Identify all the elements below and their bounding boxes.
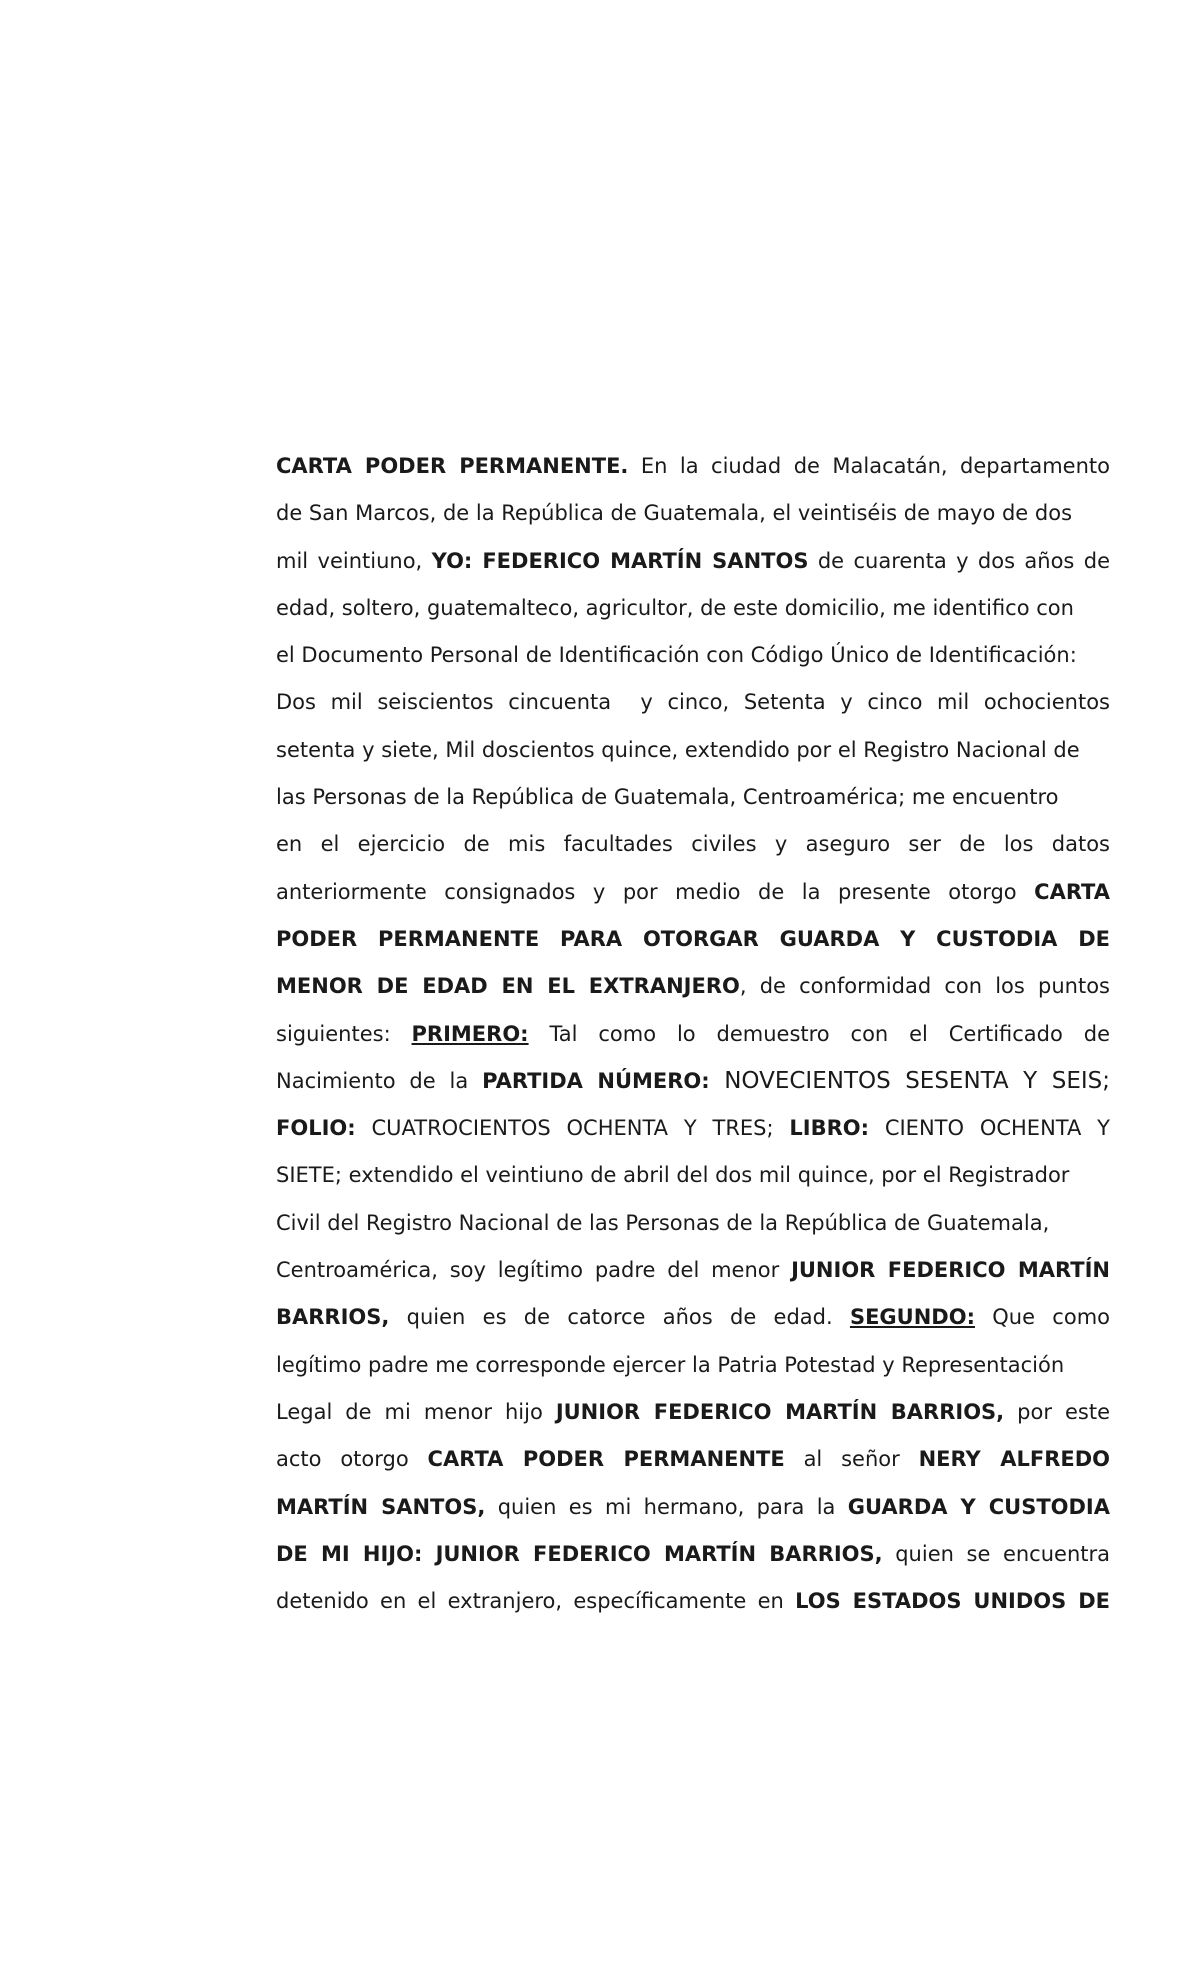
bold-text-segment: DE MI HIJO: JUNIOR FEDERICO MARTÍN BARRIOS, — [276, 1541, 883, 1566]
bold-text-segment: MARTÍN SANTOS, — [276, 1494, 486, 1519]
document-line — [276, 779, 1110, 826]
document-line — [276, 1489, 1110, 1536]
document-line — [276, 1063, 1110, 1110]
document-line — [276, 1157, 1110, 1204]
document-line — [276, 1441, 1110, 1488]
bold-text-segment: GUARDA Y CUSTODIA — [847, 1494, 1110, 1519]
bold-text-segment: FOLIO: — [276, 1116, 356, 1141]
text-segment: Dos mil seiscientos cincuenta y cinco, Setenta y cinco mil ochocientos — [276, 690, 1110, 715]
text-segment: al señor — [784, 1447, 919, 1472]
text-segment: SIETE; extendido el veintiuno de abril del dos mil quince, por el Registrador — [276, 1163, 1070, 1188]
text-segment: Legal de mi menor hijo — [276, 1399, 556, 1424]
text-segment: Centroamérica, soy legítimo padre del menor — [276, 1258, 792, 1283]
document-line — [276, 1299, 1110, 1346]
document-line — [276, 826, 1110, 873]
document-line — [276, 1252, 1110, 1299]
bold-text-segment: CARTA PODER PERMANENTE. — [276, 454, 629, 478]
text-segment: de San Marcos, de la República de Guatemala, el veintiséis de mayo de dos — [276, 501, 1073, 526]
bold-text-segment: LOS ESTADOS UNIDOS DE — [795, 1589, 1110, 1614]
bold-text-segment: NERY ALFREDO — [918, 1447, 1110, 1472]
bold-text-segment: LIBRO: — [789, 1116, 870, 1141]
text-segment: setenta y siete, Mil doscientos quince, extendido por el Registro Nacional de — [276, 737, 1080, 762]
text-segment: siguientes: — [276, 1021, 412, 1046]
bold-text-segment: YO: FEDERICO MARTÍN SANTOS — [431, 548, 809, 573]
text-segment: edad, soltero, guatemalteco, agricultor, de este domicilio, me identifico con — [276, 595, 1074, 620]
bold-text-segment: CARTA PODER PERMANENTE — [427, 1447, 785, 1472]
text-segment: quien se encuentra — [882, 1541, 1110, 1566]
document-line — [276, 543, 1110, 590]
bold-text-segment: SEGUNDO: — [849, 1305, 975, 1330]
document-line — [276, 1347, 1110, 1394]
text-segment: CUATROCIENTOS OCHENTA Y TRES; — [355, 1116, 790, 1141]
text-segment: por este — [1004, 1399, 1110, 1424]
document-line — [276, 448, 1110, 495]
document-line — [276, 874, 1110, 921]
document-body — [276, 448, 1110, 1630]
bold-text-segment: JUNIOR FEDERICO MARTÍN — [791, 1258, 1110, 1283]
bold-text-segment: PARTIDA NÚMERO: — [482, 1068, 710, 1093]
document-line — [276, 732, 1110, 779]
document-line — [276, 968, 1110, 1015]
text-segment: Tal como lo demuestro con el Certificado de — [528, 1021, 1110, 1046]
text-segment: detenido en el extranjero, específicamente en — [276, 1589, 796, 1614]
text-segment: el Documento Personal de Identificación con Código Único de Identificación: — [276, 643, 1077, 668]
document-line — [276, 637, 1110, 684]
text-segment: CIENTO OCHENTA Y — [869, 1116, 1110, 1141]
text-segment: Nacimiento de la — [276, 1068, 483, 1093]
text-segment: legítimo padre me corresponde ejercer la Patria Potestad y Representación — [276, 1352, 1065, 1377]
text-segment: acto otorgo — [276, 1447, 428, 1472]
text-segment: Que como — [974, 1305, 1110, 1330]
document-line — [276, 684, 1110, 731]
text-segment: en el ejercicio de mis facultades civiles y aseguro ser de los datos — [276, 832, 1110, 857]
document-line — [276, 590, 1110, 637]
text-segment: , de conformidad con los puntos — [739, 974, 1110, 999]
document-line — [276, 495, 1110, 542]
text-segment: mil veintiuno, — [276, 548, 432, 573]
bold-text-segment: JUNIOR FEDERICO MARTÍN BARRIOS, — [555, 1399, 1005, 1424]
bold-text-segment: PODER PERMANENTE PARA OTORGAR GUARDA Y CUSTODIA DE — [276, 926, 1110, 951]
bold-text-segment: CARTA — [1034, 879, 1110, 904]
bold-text-segment: MENOR DE EDAD EN EL EXTRANJERO — [276, 974, 740, 999]
text-segment: las Personas de la República de Guatemala, Centroamérica; me encuentro — [276, 785, 1059, 810]
document-line — [276, 1583, 1110, 1630]
text-segment: NOVECIENTOS SESENTA Y SEIS; — [709, 1067, 1110, 1094]
document-line — [276, 1205, 1110, 1252]
document-line — [276, 1536, 1110, 1583]
text-segment: En la ciudad de Malacatán, departamento — [628, 454, 1110, 478]
text-segment: quien es mi hermano, para la — [485, 1494, 848, 1519]
document-line — [276, 1394, 1110, 1441]
text-segment: Civil del Registro Nacional de las Personas de la República de Guatemala, — [276, 1210, 1050, 1235]
document-line — [276, 1016, 1110, 1063]
bold-text-segment: BARRIOS, — [276, 1305, 390, 1330]
text-segment: quien es de catorce años de edad. — [389, 1305, 850, 1330]
document-line — [276, 1110, 1110, 1157]
text-segment: de cuarenta y dos años de — [808, 548, 1110, 573]
document-line — [276, 921, 1110, 968]
text-segment: anteriormente consignados y por medio de la presente otorgo — [276, 879, 1035, 904]
bold-text-segment: PRIMERO: — [411, 1021, 529, 1046]
